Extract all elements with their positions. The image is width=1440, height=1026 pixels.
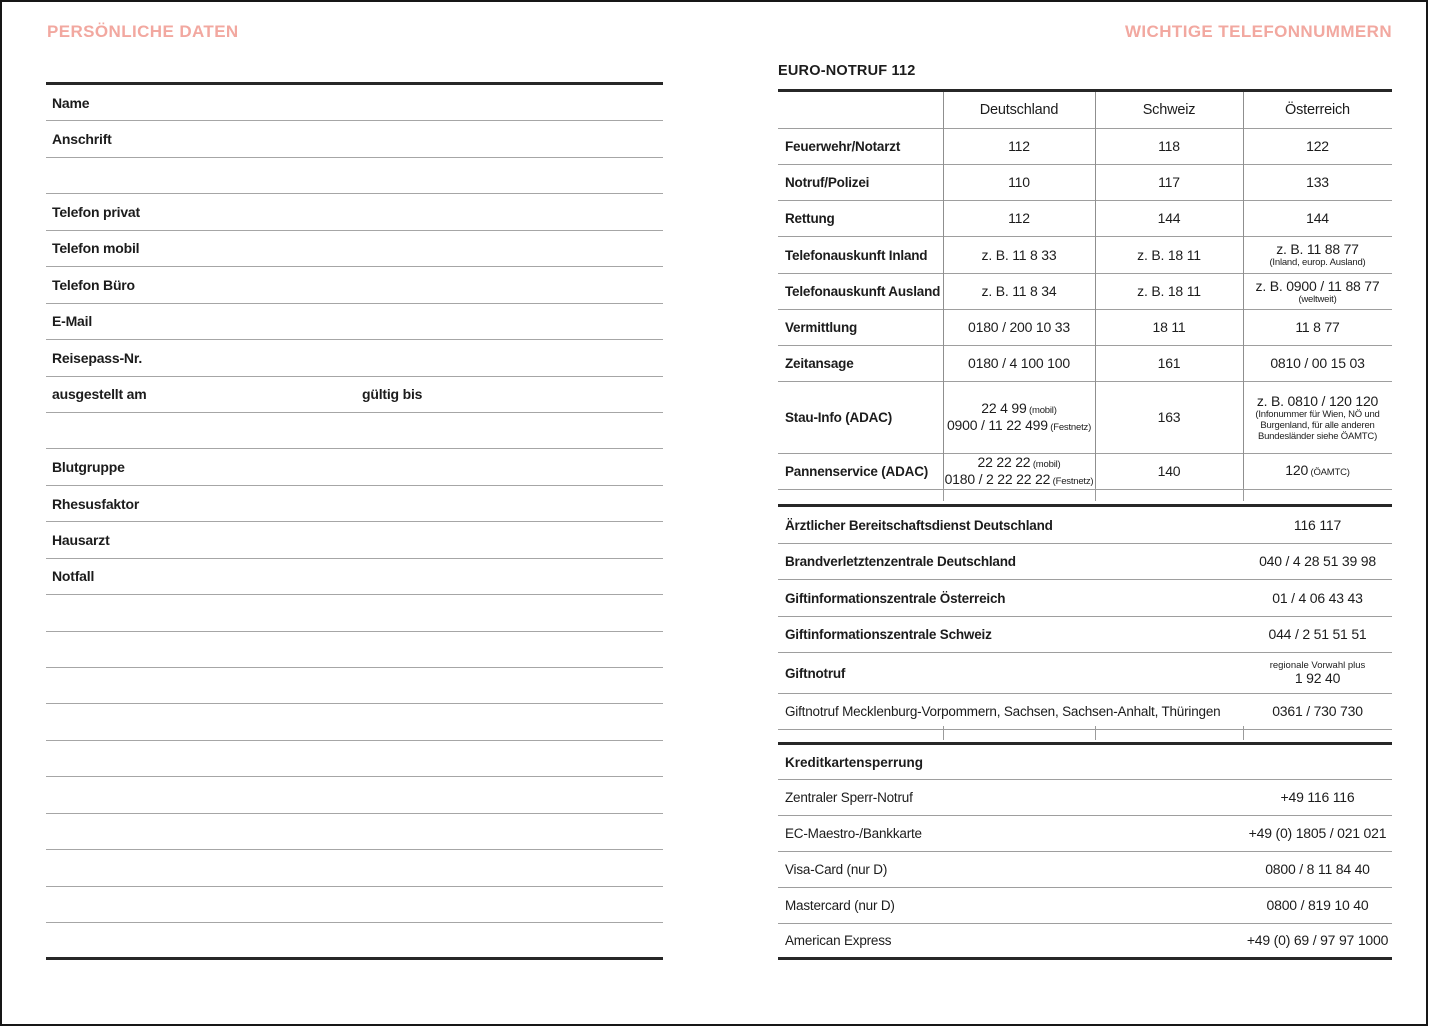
hotlines-section	[778, 504, 1392, 730]
phone-number-line	[968, 356, 1070, 371]
phone-number-cell	[943, 382, 1095, 453]
phone-number-line	[945, 472, 1094, 489]
phone-number-cell	[1095, 454, 1243, 489]
hotline-number: 040 / 4 28 51 39 98	[1259, 553, 1376, 569]
phone-number-line	[947, 418, 1091, 435]
phone-number-line	[982, 248, 1057, 263]
row-label: Feuerwehr/Notarzt	[785, 139, 901, 154]
table-row	[778, 274, 1392, 310]
table-row	[778, 165, 1392, 201]
phone-number: (Inland, europ. Ausland)	[1269, 257, 1366, 268]
phone-number: z. B. 18 11	[1137, 246, 1201, 263]
hotline-value	[1243, 591, 1392, 606]
form-row	[46, 267, 663, 303]
credit-card-value	[1243, 790, 1392, 805]
phone-number: 144	[1157, 210, 1181, 226]
phone-number-cell	[1095, 346, 1243, 381]
phone-number-line	[1158, 410, 1181, 425]
hotline-value-note: regionale Vorwahl plus	[1269, 659, 1366, 671]
phone-number-line	[1306, 175, 1329, 190]
phone-number-line	[1158, 356, 1181, 371]
credit-card-label: Mastercard (nur D)	[785, 898, 895, 913]
form-field-label: Name	[52, 94, 90, 111]
credit-card-section	[778, 742, 1392, 960]
form-row	[46, 704, 663, 740]
phone-number: 22 22 22	[977, 453, 1031, 470]
credit-card-row	[778, 888, 1392, 924]
form-row	[46, 413, 663, 449]
phone-number: 110	[1008, 174, 1030, 190]
form-row	[46, 340, 663, 376]
hotline-label: Giftinformationszentrale Österreich	[785, 590, 1006, 606]
divider-stub	[1095, 488, 1096, 501]
hotline-value	[1243, 704, 1392, 719]
phone-number: 118	[1158, 138, 1180, 154]
hotline-row	[778, 507, 1392, 544]
personal-data-form	[46, 82, 663, 960]
phone-number-cell	[1243, 346, 1392, 381]
phone-number: 163	[1157, 409, 1181, 425]
form-field-label: gültig bis	[362, 386, 423, 403]
phone-number-line	[1008, 139, 1030, 154]
hotline-number: 044 / 2 51 51 51	[1268, 626, 1367, 642]
credit-card-label: American Express	[785, 933, 892, 948]
phone-number: 133	[1306, 174, 1329, 190]
phone-number-line	[968, 320, 1070, 335]
phone-number-cell	[943, 346, 1095, 381]
form-row	[46, 741, 663, 777]
hotline-row	[778, 544, 1392, 580]
credit-card-label: Zentraler Sperr-Notruf	[785, 790, 913, 805]
table-row	[778, 310, 1392, 346]
credit-card-row	[778, 816, 1392, 852]
phone-number-line	[1276, 242, 1359, 257]
credit-card-row	[778, 780, 1392, 816]
phone-number: 22 4 99	[981, 399, 1027, 416]
phone-number: 112	[1008, 210, 1030, 226]
phone-number-line	[1285, 463, 1349, 480]
phone-number: z. B. 11 88 77	[1276, 241, 1359, 257]
phone-number-line	[1158, 175, 1180, 190]
phone-number-cell	[1095, 382, 1243, 453]
phone-number: 0900 / 11 22 499	[946, 416, 1048, 433]
phone-number-cell	[943, 165, 1095, 200]
phone-number-line	[1153, 320, 1186, 335]
left-page-title: PERSÖNLICHE DATEN	[47, 22, 239, 41]
phone-number-line	[982, 284, 1057, 299]
hotline-value	[1243, 554, 1392, 569]
phone-number-line	[1269, 257, 1365, 268]
form-field-label: Blutgruppe	[52, 459, 125, 476]
phone-number-cell	[1095, 201, 1243, 236]
phone-number: 112	[1008, 138, 1030, 154]
table-row	[778, 454, 1392, 490]
phone-number-line	[1158, 139, 1180, 154]
phone-number-cell	[1243, 454, 1392, 489]
hotline-row	[778, 653, 1392, 694]
hotline-number: 0361 / 730 730	[1272, 703, 1363, 719]
phone-number: 18 11	[1152, 319, 1186, 335]
form-row	[46, 814, 663, 850]
form-row	[46, 158, 663, 194]
phone-number-line	[1257, 394, 1378, 409]
row-label: Pannenservice (ADAC)	[785, 464, 929, 479]
credit-card-number: +49 (0) 69 / 97 97 1000	[1246, 932, 1389, 948]
phone-number-line	[1256, 279, 1380, 294]
column-header: Österreich	[1285, 101, 1350, 118]
phone-number: 0180 / 4 100 100	[968, 355, 1070, 371]
phone-number-cell	[1243, 237, 1392, 273]
table-row	[778, 129, 1392, 165]
hotline-label: Giftnotruf Mecklenburg-Vorpommern, Sachsen, Sachsen-Anhalt, Thüringen	[785, 704, 1221, 719]
form-row	[46, 559, 663, 595]
divider-stub	[1243, 488, 1244, 501]
phone-number-line	[1158, 211, 1181, 226]
credit-card-row	[778, 924, 1392, 960]
credit-card-value	[1243, 898, 1392, 913]
euro-notruf-heading: EURO-NOTRUF 112	[778, 63, 916, 79]
phone-number: 122	[1306, 138, 1329, 154]
hotline-label: Giftinformationszentrale Schweiz	[785, 627, 992, 642]
emergency-numbers-table	[778, 89, 1392, 490]
phone-number-note: (ÖAMTC)	[1308, 467, 1350, 478]
table-row	[778, 382, 1392, 454]
form-field-label: Hausarzt	[52, 531, 110, 548]
phone-number-cell	[943, 129, 1095, 164]
form-row	[46, 522, 663, 558]
form-field-label: Telefon mobil	[52, 240, 140, 257]
credit-card-value	[1243, 826, 1392, 841]
hotline-value	[1243, 627, 1392, 642]
phone-number-line	[1298, 294, 1336, 305]
divider-stub	[943, 488, 944, 501]
phone-number-cell	[1095, 237, 1243, 273]
table-row	[778, 346, 1392, 382]
hotline-label: Brandverletztenzentrale Deutschland	[785, 554, 1016, 569]
phone-number-cell	[943, 237, 1095, 273]
left-page	[46, 0, 663, 1026]
phone-number-note: (mobil)	[1026, 404, 1057, 416]
form-field-label: E-Mail	[52, 313, 93, 330]
form-row	[46, 449, 663, 485]
column-header: Deutschland	[979, 101, 1059, 118]
phone-number: (weltweit)	[1298, 293, 1337, 305]
phone-number-cell	[943, 454, 1095, 489]
form-row	[46, 377, 663, 413]
form-row	[46, 121, 663, 157]
column-divider	[1095, 92, 1096, 490]
phone-number-note: (Festnetz)	[1050, 475, 1094, 487]
phone-number-cell	[1243, 310, 1392, 345]
phone-number-line	[981, 401, 1056, 418]
phone-number-cell	[943, 201, 1095, 236]
phone-number-line	[1137, 248, 1201, 263]
form-row	[46, 194, 663, 230]
form-field-label: Rhesusfaktor	[52, 495, 140, 512]
hotline-number: 116 117	[1293, 516, 1342, 533]
hotline-row	[778, 580, 1392, 617]
phone-number-cell	[1095, 129, 1243, 164]
phone-number: 0810 / 00 15 03	[1270, 355, 1365, 371]
row-label: Stau-Info (ADAC)	[785, 410, 893, 425]
phone-number: z. B. 0900 / 11 88 77	[1255, 277, 1380, 294]
form-row	[46, 632, 663, 668]
phone-number: 144	[1306, 210, 1329, 226]
form-row	[46, 486, 663, 522]
phone-number-cell	[1243, 382, 1392, 453]
table-corner-cell	[778, 92, 943, 128]
column-divider	[1243, 92, 1244, 490]
phone-number: 11 8 77	[1295, 319, 1340, 335]
phone-number-line	[1306, 211, 1329, 226]
form-row	[46, 923, 663, 959]
phone-number-cell	[943, 274, 1095, 309]
form-field-label: Telefon Büro	[52, 276, 135, 293]
phone-number-line	[1158, 464, 1181, 479]
credit-card-number: 0800 / 819 10 40	[1266, 897, 1369, 913]
credit-card-number: +49 (0) 1805 / 021 021	[1248, 825, 1387, 841]
phone-number-cell	[1243, 201, 1392, 236]
phone-number: z. B. 11 8 34	[981, 283, 1057, 299]
hotline-label: Giftnotruf	[785, 665, 846, 681]
row-label: Zeitansage	[785, 356, 854, 371]
form-row	[46, 85, 663, 121]
credit-card-number: 0800 / 8 11 84 40	[1265, 861, 1370, 877]
phone-number-line	[1246, 409, 1390, 442]
form-row	[46, 887, 663, 923]
form-row	[46, 668, 663, 704]
phone-number-note: (Festnetz)	[1047, 421, 1092, 433]
credit-card-row	[778, 852, 1392, 888]
phone-number-line	[1295, 320, 1339, 335]
phone-number-note: (mobil)	[1030, 458, 1061, 470]
phone-number: z. B. 0810 / 120 120	[1256, 392, 1379, 409]
credit-card-heading: Kreditkartensperrung	[778, 745, 1392, 780]
phone-number-cell	[1243, 274, 1392, 309]
form-field-label: Notfall	[52, 568, 95, 585]
divider-stub	[943, 726, 944, 740]
hotline-value	[1243, 518, 1392, 533]
form-field-label: ausgestellt am	[52, 386, 147, 403]
table-row	[778, 201, 1392, 237]
hotline-number: 01 / 4 06 43 43	[1272, 589, 1363, 606]
column-header: Schweiz	[1142, 101, 1196, 118]
phone-number: z. B. 11 8 33	[981, 246, 1057, 263]
phone-number-line	[1137, 284, 1201, 299]
right-page-title: WICHTIGE TELEFONNUMMERN	[1124, 22, 1392, 41]
form-row	[46, 777, 663, 813]
credit-card-value	[1243, 862, 1392, 877]
hotline-value	[1243, 661, 1392, 686]
column-divider	[943, 92, 944, 490]
phone-number: 140	[1157, 463, 1181, 479]
phone-number-line	[1306, 139, 1329, 154]
credit-card-label: Visa-Card (nur D)	[785, 862, 888, 877]
phone-number: (Infonummer für Wien, NÖ und Burgenland, für alle anderen Bundesländer siehe ÖAMTC)	[1255, 408, 1380, 442]
hotline-number: 1 92 40	[1294, 669, 1341, 686]
phone-number: 161	[1157, 355, 1181, 371]
phone-number: 120	[1285, 462, 1309, 478]
form-row	[46, 850, 663, 886]
form-row	[46, 304, 663, 340]
phone-number: 0180 / 200 10 33	[968, 319, 1070, 335]
credit-card-label: EC-Maestro-/Bankkarte	[785, 826, 922, 841]
credit-card-value	[1243, 933, 1392, 948]
phone-number: z. B. 18 11	[1137, 283, 1201, 299]
phone-number-cell	[1243, 165, 1392, 200]
hotline-label: Ärztlicher Bereitschaftsdienst Deutschland	[785, 517, 1053, 533]
table-header-row	[778, 92, 1392, 129]
row-label: Telefonauskunft Inland	[785, 247, 928, 263]
phone-number: 0180 / 2 22 22 22	[944, 470, 1051, 487]
form-field-label: Anschrift	[52, 131, 112, 148]
phone-number-line	[1008, 211, 1030, 226]
phone-number-cell	[1243, 129, 1392, 164]
row-label: Vermittlung	[785, 320, 858, 335]
hotline-row	[778, 617, 1392, 653]
row-label: Notruf/Polizei	[785, 175, 870, 190]
phone-number-cell	[943, 310, 1095, 345]
table-row	[778, 237, 1392, 274]
row-label: Telefonauskunft Ausland	[785, 284, 941, 299]
phone-number: 117	[1158, 174, 1180, 190]
phone-number-line	[978, 455, 1061, 472]
phone-number-cell	[1095, 274, 1243, 309]
phone-number-line	[1270, 356, 1364, 371]
form-row	[46, 231, 663, 267]
form-field-label: Telefon privat	[52, 204, 140, 221]
divider-stub	[1243, 726, 1244, 740]
phone-number-cell	[1095, 165, 1243, 200]
divider-stub	[1095, 726, 1096, 740]
phone-number-cell	[1095, 310, 1243, 345]
credit-card-number: +49 116 116	[1280, 789, 1355, 805]
form-row	[46, 595, 663, 631]
hotline-row	[778, 694, 1392, 730]
right-page	[778, 0, 1392, 1026]
row-label: Rettung	[785, 211, 835, 226]
phone-number-line	[1008, 175, 1030, 190]
form-field-label: Reisepass-Nr.	[52, 349, 143, 366]
